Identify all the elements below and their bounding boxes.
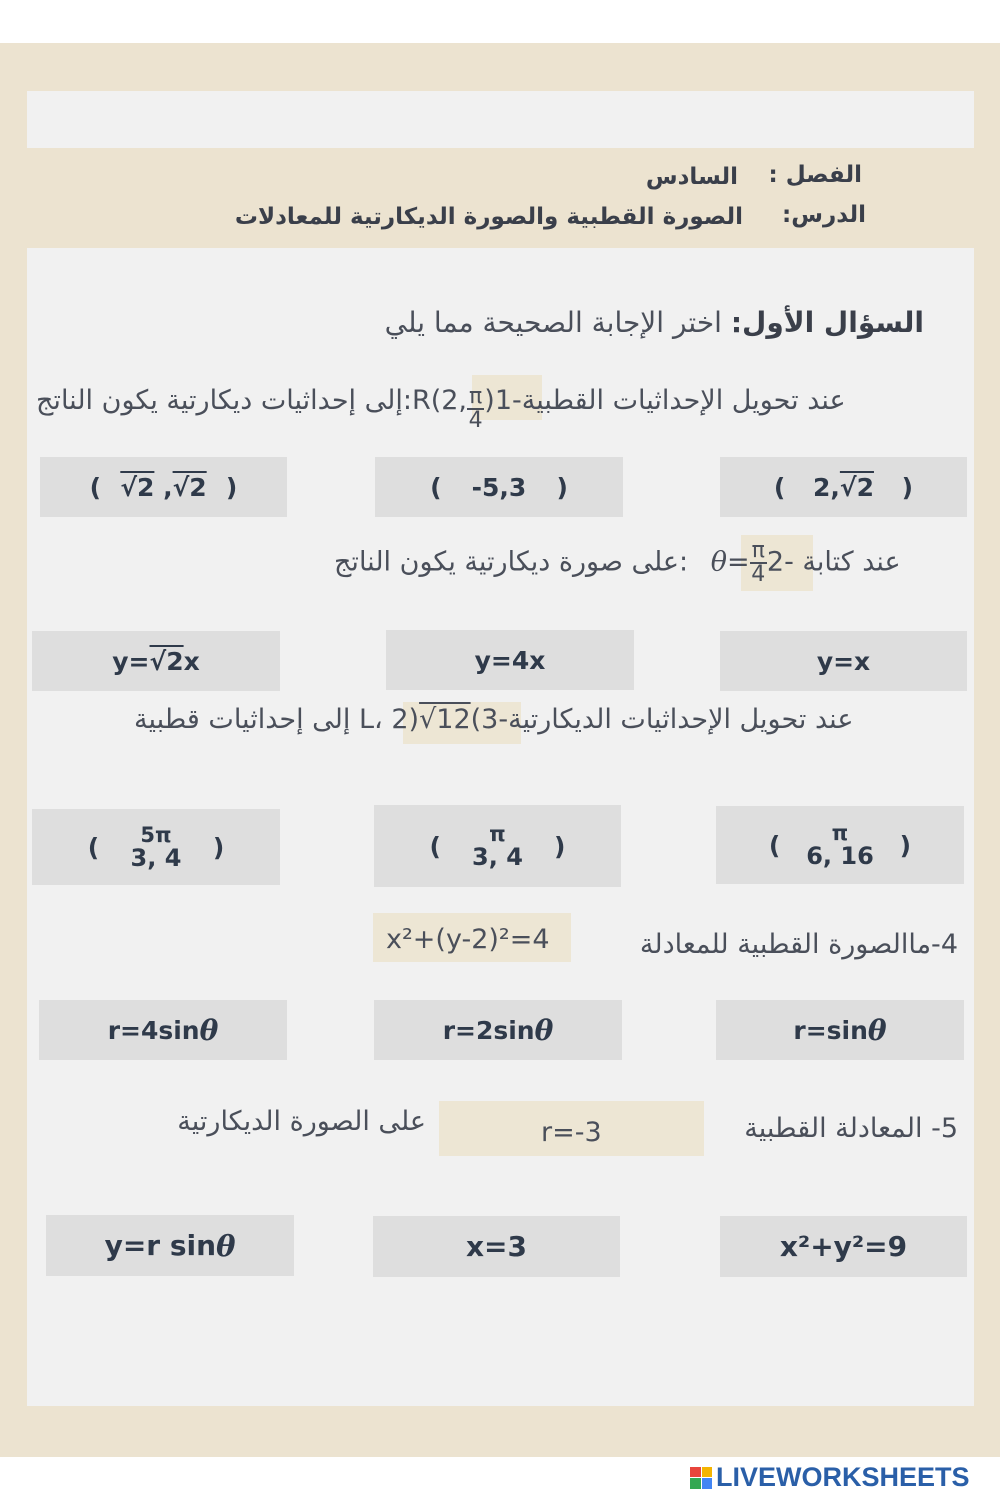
q5-opt1-theta: θ bbox=[216, 1228, 236, 1263]
q1-prefix: 1-عند تحويل الإحداثيات القطبية bbox=[494, 385, 846, 416]
q4-opt3-theta: θ bbox=[867, 1013, 887, 1047]
q3-L: L bbox=[359, 704, 375, 735]
logo-square-yellow bbox=[702, 1467, 713, 1478]
q2-text bbox=[334, 540, 901, 586]
q1-opt1-a: √2 bbox=[120, 472, 155, 502]
q2-frac-num: π bbox=[751, 538, 765, 563]
q1-point-label: R(2, bbox=[411, 385, 468, 416]
q1-opt1-sep: , bbox=[154, 472, 173, 502]
logo-square-red bbox=[690, 1467, 701, 1478]
q2-theta: θ bbox=[710, 546, 728, 578]
q3-opt2-den: 3 bbox=[472, 842, 489, 871]
q3-suffix: إلى إحداثيات قطبية bbox=[134, 704, 351, 735]
q2-option-1[interactable] bbox=[32, 631, 280, 691]
chapter-value: السادس bbox=[645, 164, 738, 190]
q3-opt1-close: ) bbox=[212, 832, 225, 862]
q5-prefix: 5- المعادلة القطبية bbox=[744, 1113, 958, 1144]
q4-opt2-theta: θ bbox=[534, 1013, 554, 1047]
q2-opt3-value: y=x bbox=[816, 646, 871, 676]
q3-opt2-den-row bbox=[472, 842, 523, 871]
q3-option-2[interactable] bbox=[374, 805, 621, 887]
q1-frac-den: 4 bbox=[468, 408, 483, 433]
q4-option-1[interactable] bbox=[39, 1000, 287, 1060]
q3-opt1-den: 3 bbox=[130, 843, 148, 872]
lesson-value: الصورة القطبية والصورة الديكارتية للمعادلات bbox=[234, 204, 743, 230]
question-one-instruction: اختر الإجابة الصحيحة مما يلي bbox=[384, 306, 722, 339]
q3-opt3-den: 6 bbox=[806, 841, 823, 870]
q1-option-2[interactable] bbox=[375, 457, 623, 517]
q1-option-1[interactable] bbox=[40, 457, 287, 517]
lesson-label: الدرس: bbox=[782, 202, 866, 228]
logo-square-green bbox=[690, 1478, 701, 1489]
q4-opt2-a: r=2sin bbox=[442, 1015, 535, 1045]
q2-opt2-value: y=4x bbox=[474, 645, 546, 675]
q4-option-2[interactable] bbox=[374, 1000, 622, 1060]
q2-suffix: على صورة ديكارتية يكون الناتج: bbox=[334, 546, 689, 578]
q3-opt3-num: π bbox=[831, 820, 849, 845]
q2-opt1-c: x bbox=[183, 646, 200, 676]
q1-opt2-open: ( bbox=[430, 472, 442, 502]
q1-opt1-open: ( bbox=[89, 472, 102, 502]
q1-opt3-close: ) bbox=[901, 472, 914, 502]
q3-opt2-close: ) bbox=[554, 831, 566, 861]
q3-opt1-rest: , 4 bbox=[147, 843, 182, 872]
q1-opt3-b: √2 bbox=[839, 472, 874, 502]
q5-option-1[interactable] bbox=[46, 1215, 294, 1276]
q1-opt1-b: √2 bbox=[172, 472, 207, 502]
q4-opt3-a: r=sin bbox=[793, 1015, 868, 1045]
q1-suffix: إلى إحداثيات ديكارتية يكون الناتج: bbox=[36, 385, 412, 416]
logo-square-blue bbox=[702, 1478, 713, 1489]
q5-opt2-value: x=3 bbox=[465, 1230, 527, 1263]
q3-point-open: ( bbox=[470, 704, 482, 735]
q2-opt1-b: √2 bbox=[149, 646, 184, 676]
q3-opt3-open: ( bbox=[768, 830, 781, 860]
question-one-title: السؤال الأول: bbox=[730, 306, 924, 339]
q1-point bbox=[411, 384, 495, 433]
q3-prefix: 3-عند تحويل الإحداثيات الديكارتية bbox=[481, 704, 854, 735]
top-blank-box bbox=[27, 91, 974, 148]
question-one-heading bbox=[385, 306, 924, 339]
liveworksheets-wordmark: LIVEWORKSHEETS bbox=[716, 1462, 970, 1492]
q3-text bbox=[134, 704, 853, 735]
q3-opt2-num: π bbox=[489, 821, 506, 846]
q4-equation: x²+(y-2)²=4 bbox=[386, 924, 550, 955]
q4-option-3[interactable] bbox=[716, 1000, 964, 1060]
q4-opt1-theta: θ bbox=[199, 1013, 219, 1047]
q3-opt1-value bbox=[130, 822, 182, 872]
q1-opt3-a: 2, bbox=[812, 472, 840, 502]
q1-opt3-open: ( bbox=[773, 472, 786, 502]
q2-frac-den: 4 bbox=[751, 562, 766, 587]
q3-opt3-close: ) bbox=[899, 830, 912, 860]
q1-opt2-close: ) bbox=[556, 472, 568, 502]
q4-prefix: 4-ماالصورة القطبية للمعادلة bbox=[639, 929, 958, 960]
q3-opt2-rest: , 4 bbox=[488, 842, 523, 871]
q5-suffix: على الصورة الديكارتية bbox=[177, 1106, 426, 1137]
q5-option-3[interactable] bbox=[720, 1216, 967, 1277]
q2-option-3[interactable] bbox=[720, 631, 967, 691]
q3-point bbox=[374, 704, 481, 735]
q5-equation: r=-3 bbox=[541, 1117, 602, 1148]
q3-opt3-rest: , 16 bbox=[822, 841, 874, 870]
liveworksheets-icon bbox=[690, 1467, 712, 1489]
q5-opt1-a: y=r sin bbox=[104, 1229, 217, 1262]
q1-opt1-value bbox=[120, 473, 206, 502]
q3-option-1[interactable] bbox=[32, 809, 280, 885]
q2-eq: = bbox=[727, 546, 750, 578]
liveworksheets-logo[interactable] bbox=[690, 1462, 970, 1493]
q1-opt1-close: ) bbox=[225, 472, 238, 502]
q3-opt2-value bbox=[472, 821, 523, 871]
q3-opt2-open: ( bbox=[429, 831, 441, 861]
q3-option-3[interactable] bbox=[716, 806, 964, 884]
q4-opt1-a: r=4sin bbox=[107, 1015, 200, 1045]
q3-opt1-den-row bbox=[130, 843, 182, 872]
q5-opt3-value: x²+y²=9 bbox=[779, 1230, 908, 1263]
q3-opt1-num: 5π bbox=[140, 822, 172, 847]
q1-point-close: ) bbox=[484, 385, 495, 416]
q3-point-sqrt: √12 bbox=[419, 704, 471, 735]
q2-option-2[interactable] bbox=[386, 630, 634, 690]
q3-opt1-open: ( bbox=[87, 832, 100, 862]
q1-opt3-value bbox=[813, 473, 874, 502]
q3-point-rest: ، 2) bbox=[374, 704, 420, 735]
q5-option-2[interactable] bbox=[373, 1216, 620, 1277]
q2-opt1-a: y= bbox=[112, 646, 150, 676]
chapter-label: الفصل : bbox=[768, 162, 862, 188]
q3-opt3-value bbox=[806, 820, 874, 870]
q3-opt3-den-row bbox=[806, 841, 874, 870]
q1-option-3[interactable] bbox=[720, 457, 967, 517]
q1-frac-num: π bbox=[469, 384, 483, 409]
q1-text bbox=[36, 385, 846, 432]
q2-prefix: 2- عند كتابة bbox=[766, 546, 901, 578]
q1-opt2-value: -5,3 bbox=[471, 472, 527, 502]
